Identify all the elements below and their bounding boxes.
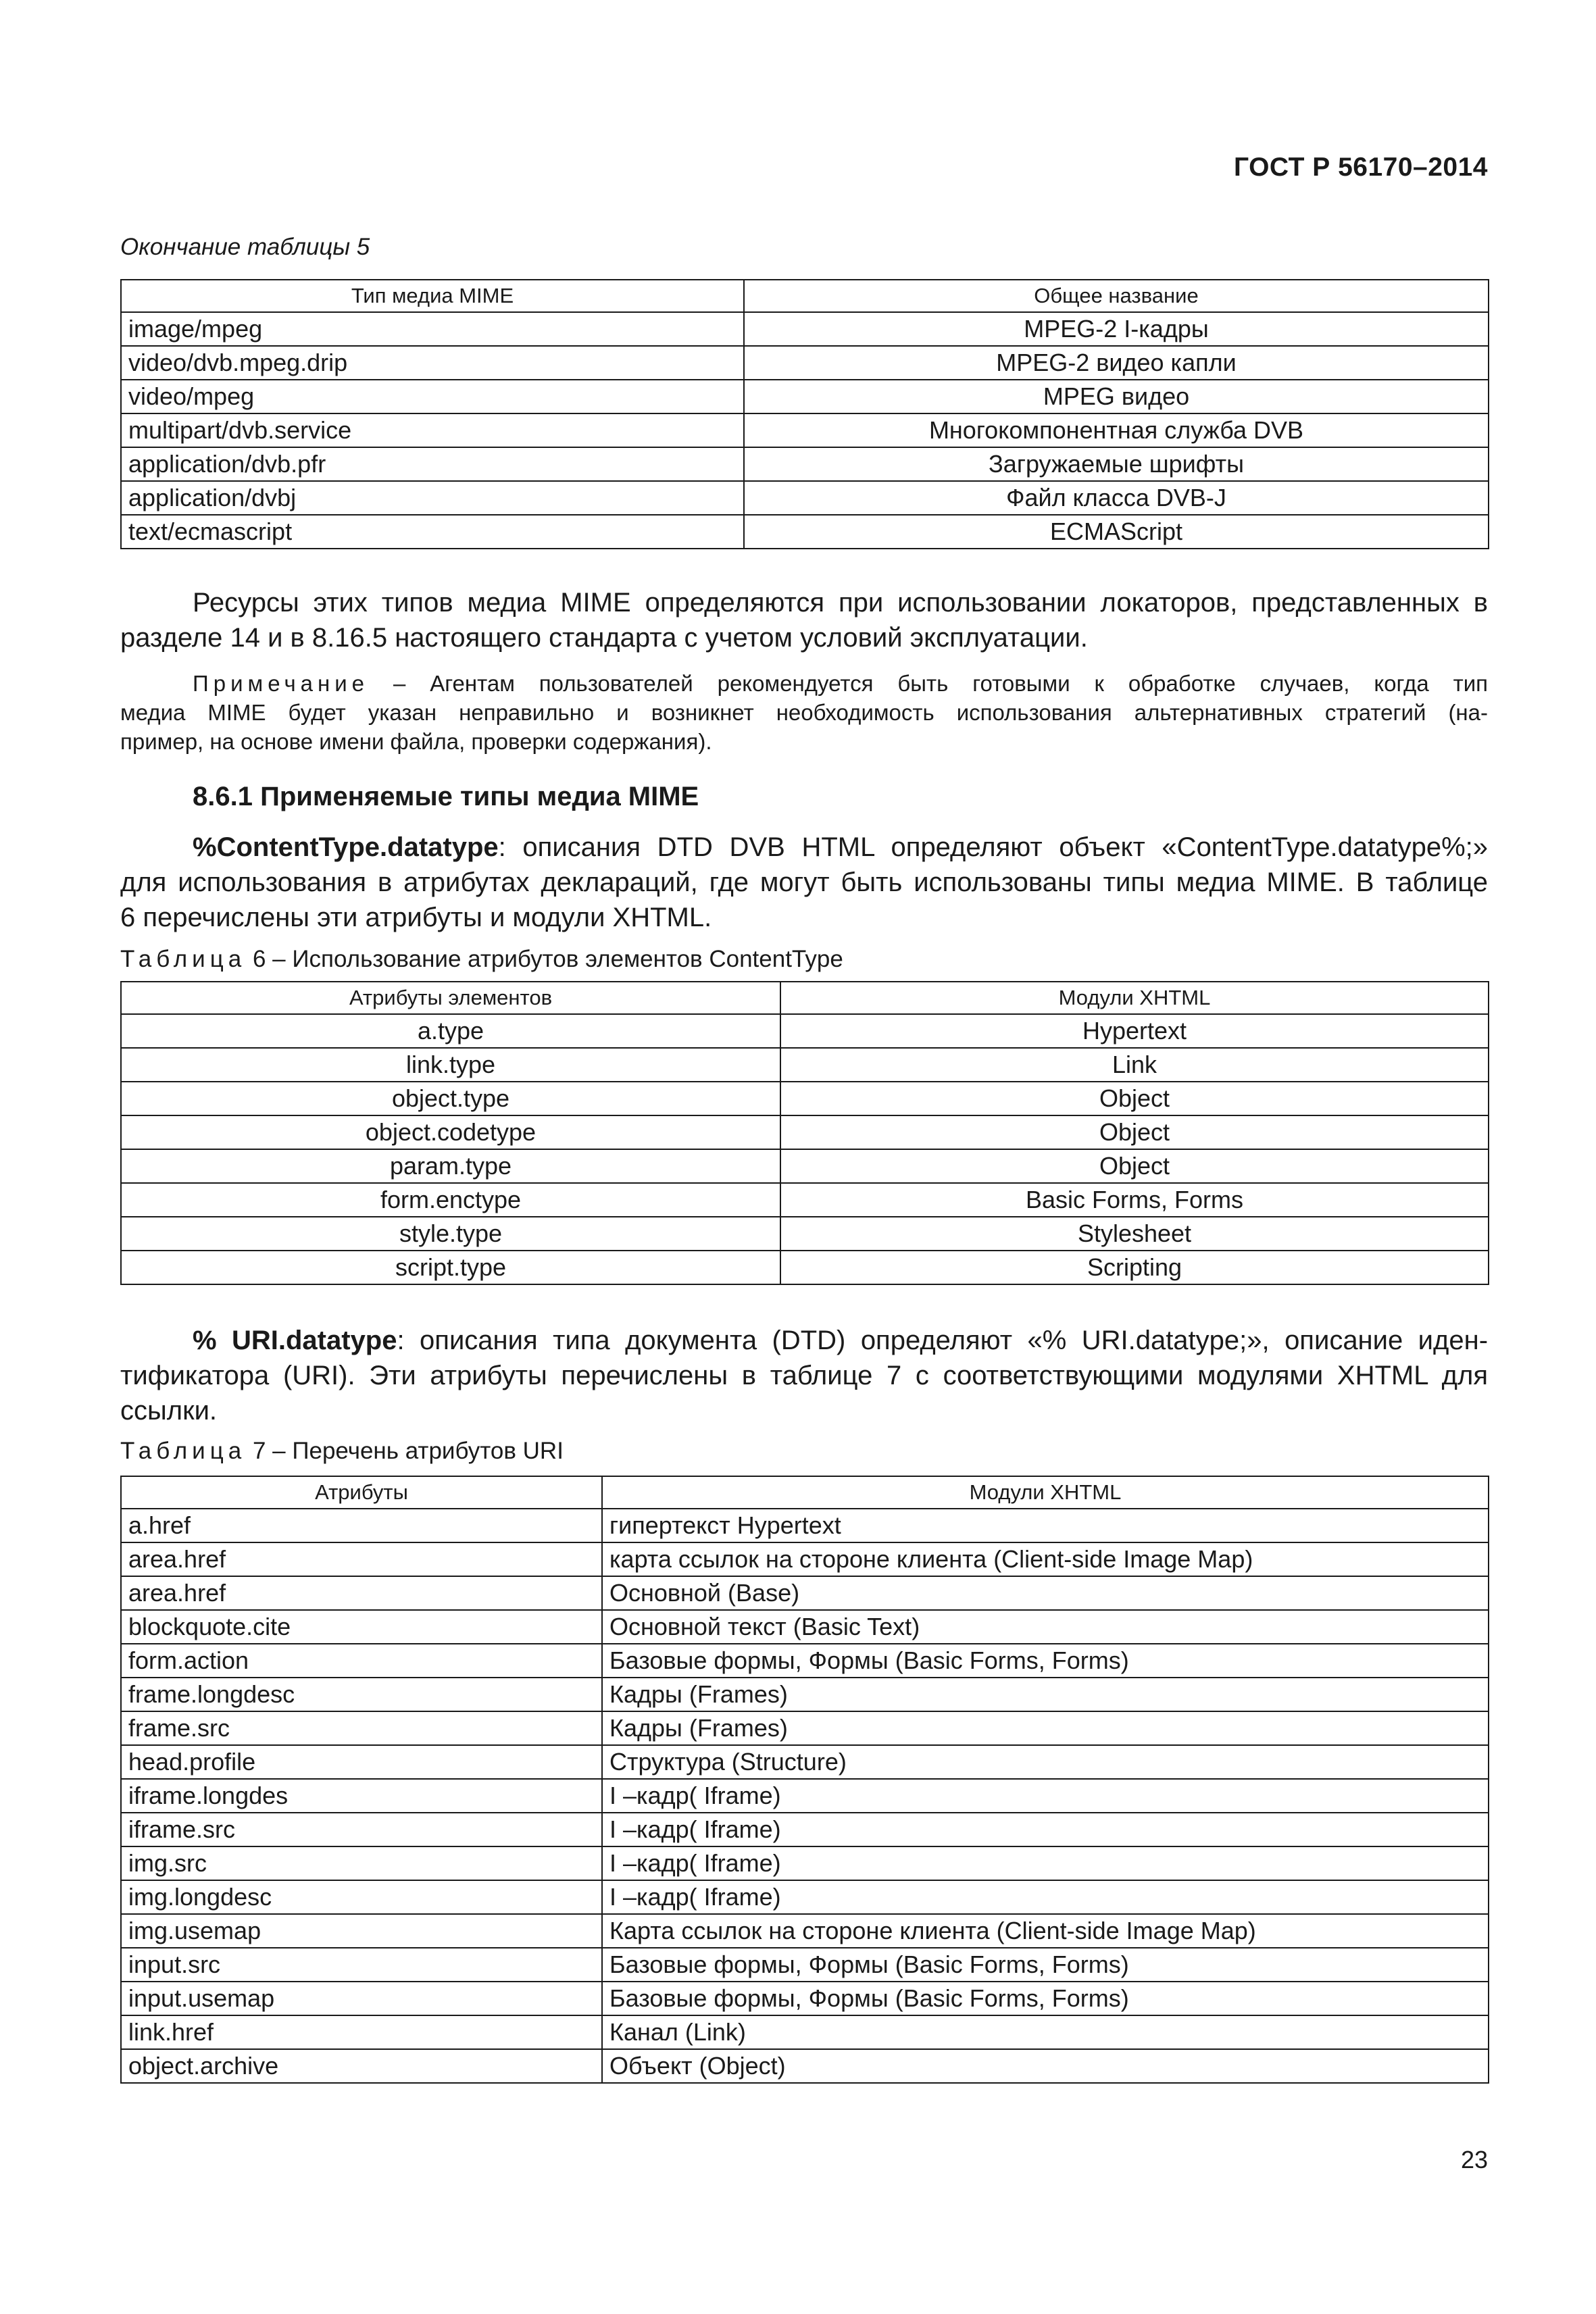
table-cell-value: Файл класса DVB-J [744,481,1489,515]
table-cell-value: Hypertext [780,1014,1489,1048]
table-row [121,1711,1489,1745]
table-cell-value: Объект (Object) [602,2049,1489,2083]
table-row [121,413,1489,447]
table-header-row [121,982,1489,1014]
page-number: 23 [1460,2146,1488,2173]
table-cell-value: Базовые формы, Формы (Basic Forms, Forms) [602,1948,1489,1982]
table7-caption [120,1438,564,1465]
table-cell-attribute: img.src [121,1846,602,1880]
paragraph-text: : описания типа документа (DTD) определяют «% URI.datatype;», описание иден- [397,1326,1489,1355]
table-cell-attribute: application/dvbj [121,481,744,515]
table-cell-value: Структура (Structure) [602,1745,1489,1779]
table-cell-value: MPEG-2 видео капли [744,346,1489,380]
column-header: Атрибуты элементов [121,982,780,1014]
table-cell-value: Канал (Link) [602,2015,1489,2049]
note-label: Примечание [193,671,370,696]
paragraph-text: : описания DTD DVB HTML определяют объект «ContentType.datatype%;» [498,832,1488,862]
table-body [121,1014,1489,1284]
table-row [121,1914,1489,1948]
table-cell-value: Link [780,1048,1489,1082]
table-row [121,346,1489,380]
paragraph-line: ссылки. [120,1396,218,1426]
table-cell-attribute: iframe.src [121,1813,602,1846]
table-cell-value: ECMAScript [744,515,1489,549]
table-cell-attribute: frame.src [121,1711,602,1745]
table-cell-value: Основной (Base) [602,1576,1489,1610]
column-header: Атрибуты [121,1476,602,1509]
table-cell-value: Object [780,1115,1489,1149]
table-row [121,2015,1489,2049]
table-cell-value: I –кадр( Iframe) [602,1813,1489,1846]
table-cell-attribute: object.archive [121,2049,602,2083]
table-cell-value: Scripting [780,1251,1489,1284]
table-cell-value: Базовые формы, Формы (Basic Forms, Forms) [602,1982,1489,2015]
note-line: медиа MIME будет указан неправильно и возникнет необходимость использования альтернативных стратегий (на- [120,700,1488,725]
table-cell-attribute: head.profile [121,1745,602,1779]
table6-caption-label: Таблица [120,946,247,972]
table-row [121,1183,1489,1217]
table5-caption: Окончание таблицы 5 [120,234,370,260]
table-cell-attribute: video/dvb.mpeg.drip [121,346,744,380]
table-cell-value: I –кадр( Iframe) [602,1880,1489,1914]
table-cell-attribute: application/dvb.pfr [121,447,744,481]
paragraph-line [120,830,1488,865]
table-cell-attribute: iframe.longdes [121,1779,602,1813]
section-heading: 8.6.1 Применяемые типы медиа MIME [193,782,699,811]
table6 [120,981,1489,1285]
term-contenttype: %ContentType.datatype [193,832,499,862]
table-row [121,1576,1489,1610]
column-header: Тип медиа MIME [121,280,744,312]
paragraph-line: разделе 14 и в 8.16.5 настоящего стандарта с учетом условий эксплуатации. [120,623,1088,653]
table-row [121,1115,1489,1149]
table7 [120,1476,1489,2084]
table-cell-attribute: style.type [121,1217,780,1251]
table-cell-attribute: input.usemap [121,1982,602,2015]
table-row [121,1082,1489,1115]
table-row [121,1048,1489,1082]
table-cell-value: Загружаемые шрифты [744,447,1489,481]
table-row [121,481,1489,515]
table-cell-value: Кадры (Frames) [602,1711,1489,1745]
table5 [120,279,1489,549]
table-cell-value: I –кадр( Iframe) [602,1779,1489,1813]
note-line: пример, на основе имени файла, проверки содержания). [120,729,712,754]
column-header: Модули XHTML [602,1476,1489,1509]
table-cell-attribute: text/ecmascript [121,515,744,549]
table-row [121,515,1489,549]
table-body [121,312,1489,549]
column-header: Общее название [744,280,1489,312]
table-row [121,1509,1489,1542]
table-cell-attribute: img.usemap [121,1914,602,1948]
table-row [121,1678,1489,1711]
table-row [121,1880,1489,1914]
table-row [121,447,1489,481]
table-row [121,312,1489,346]
table6-caption-text: 6 – Использование атрибутов элементов ContentType [246,946,843,972]
table-row [121,1149,1489,1183]
table-row [121,1644,1489,1678]
table-cell-value: Базовые формы, Формы (Basic Forms, Forms) [602,1644,1489,1678]
table-cell-attribute: link.type [121,1048,780,1082]
table-cell-attribute: video/mpeg [121,380,744,413]
table-cell-attribute: form.action [121,1644,602,1678]
column-header: Модули XHTML [780,982,1489,1014]
table-row [121,1813,1489,1846]
paragraph-line: Ресурсы этих типов медиа MIME определяются при использовании локаторов, представленных в [193,588,1488,618]
table-cell-value: Кадры (Frames) [602,1678,1489,1711]
table-row [121,1779,1489,1813]
table-cell-attribute: frame.longdesc [121,1678,602,1711]
paragraph-line: 6 перечислены эти атрибуты и модули XHTML. [120,903,712,932]
table-cell-attribute: a.type [121,1014,780,1048]
term-uri-datatype: % URI.datatype [193,1326,397,1355]
table-cell-value: MPEG видео [744,380,1489,413]
document-id-header: ГОСТ Р 56170–2014 [1233,153,1488,182]
note-line [120,669,1488,698]
table-cell-value: Object [780,1082,1489,1115]
table-header-row [121,280,1489,312]
paragraph-line [120,1323,1488,1358]
table-cell-value: Основной текст (Basic Text) [602,1610,1489,1644]
table-cell-attribute: image/mpeg [121,312,744,346]
table-row [121,1542,1489,1576]
note-text: – Агентам пользователей рекомендуется быть готовыми к обработке случаев, когда тип [393,671,1488,696]
table-cell-attribute: form.enctype [121,1183,780,1217]
table-row [121,1948,1489,1982]
table-cell-attribute: link.href [121,2015,602,2049]
paragraph-line: для использования в атрибутах деклараций, где могут быть использованы типы медиа MIME. В таблице [120,867,1488,897]
table-row [121,1217,1489,1251]
table-cell-attribute: object.type [121,1082,780,1115]
table-cell-value: MPEG-2 I-кадры [744,312,1489,346]
table-cell-attribute: area.href [121,1576,602,1610]
note-block [120,669,1488,756]
table7-caption-text: 7 – Перечень атрибутов URI [246,1438,564,1464]
table-cell-value: гипертекст Hypertext [602,1509,1489,1542]
paragraph-mime-resources [120,585,1488,655]
paragraph-uri-datatype [120,1323,1488,1428]
table-cell-attribute: blockquote.cite [121,1610,602,1644]
table-header-row [121,1476,1489,1509]
table-cell-value: Object [780,1149,1489,1183]
table-cell-attribute: script.type [121,1251,780,1284]
table-cell-value: карта ссылок на стороне клиента (Client-side Image Map) [602,1542,1489,1576]
table6-caption [120,946,843,973]
paragraph-line: тификатора (URI). Эти атрибуты перечислены в таблице 7 с соответствующими модулями XHTML для [120,1361,1488,1390]
table-cell-attribute: multipart/dvb.service [121,413,744,447]
table-cell-value: I –кадр( Iframe) [602,1846,1489,1880]
table-cell-value: Карта ссылок на стороне клиента (Client-side Image Map) [602,1914,1489,1948]
table-row [121,1251,1489,1284]
paragraph-contenttype [120,830,1488,935]
table-cell-attribute: area.href [121,1542,602,1576]
table-cell-attribute: a.href [121,1509,602,1542]
table-cell-attribute: param.type [121,1149,780,1183]
table-row [121,1014,1489,1048]
table-body [121,1509,1489,2083]
table-row [121,1982,1489,2015]
table-row [121,1846,1489,1880]
table-row [121,1610,1489,1644]
table-cell-value: Stylesheet [780,1217,1489,1251]
table-cell-value: Многокомпонентная служба DVB [744,413,1489,447]
table7-caption-label: Таблица [120,1438,247,1464]
table-cell-attribute: input.src [121,1948,602,1982]
table-row [121,2049,1489,2083]
table-cell-attribute: object.codetype [121,1115,780,1149]
table-cell-value: Basic Forms, Forms [780,1183,1489,1217]
table-row [121,380,1489,413]
table-row [121,1745,1489,1779]
table-cell-attribute: img.longdesc [121,1880,602,1914]
